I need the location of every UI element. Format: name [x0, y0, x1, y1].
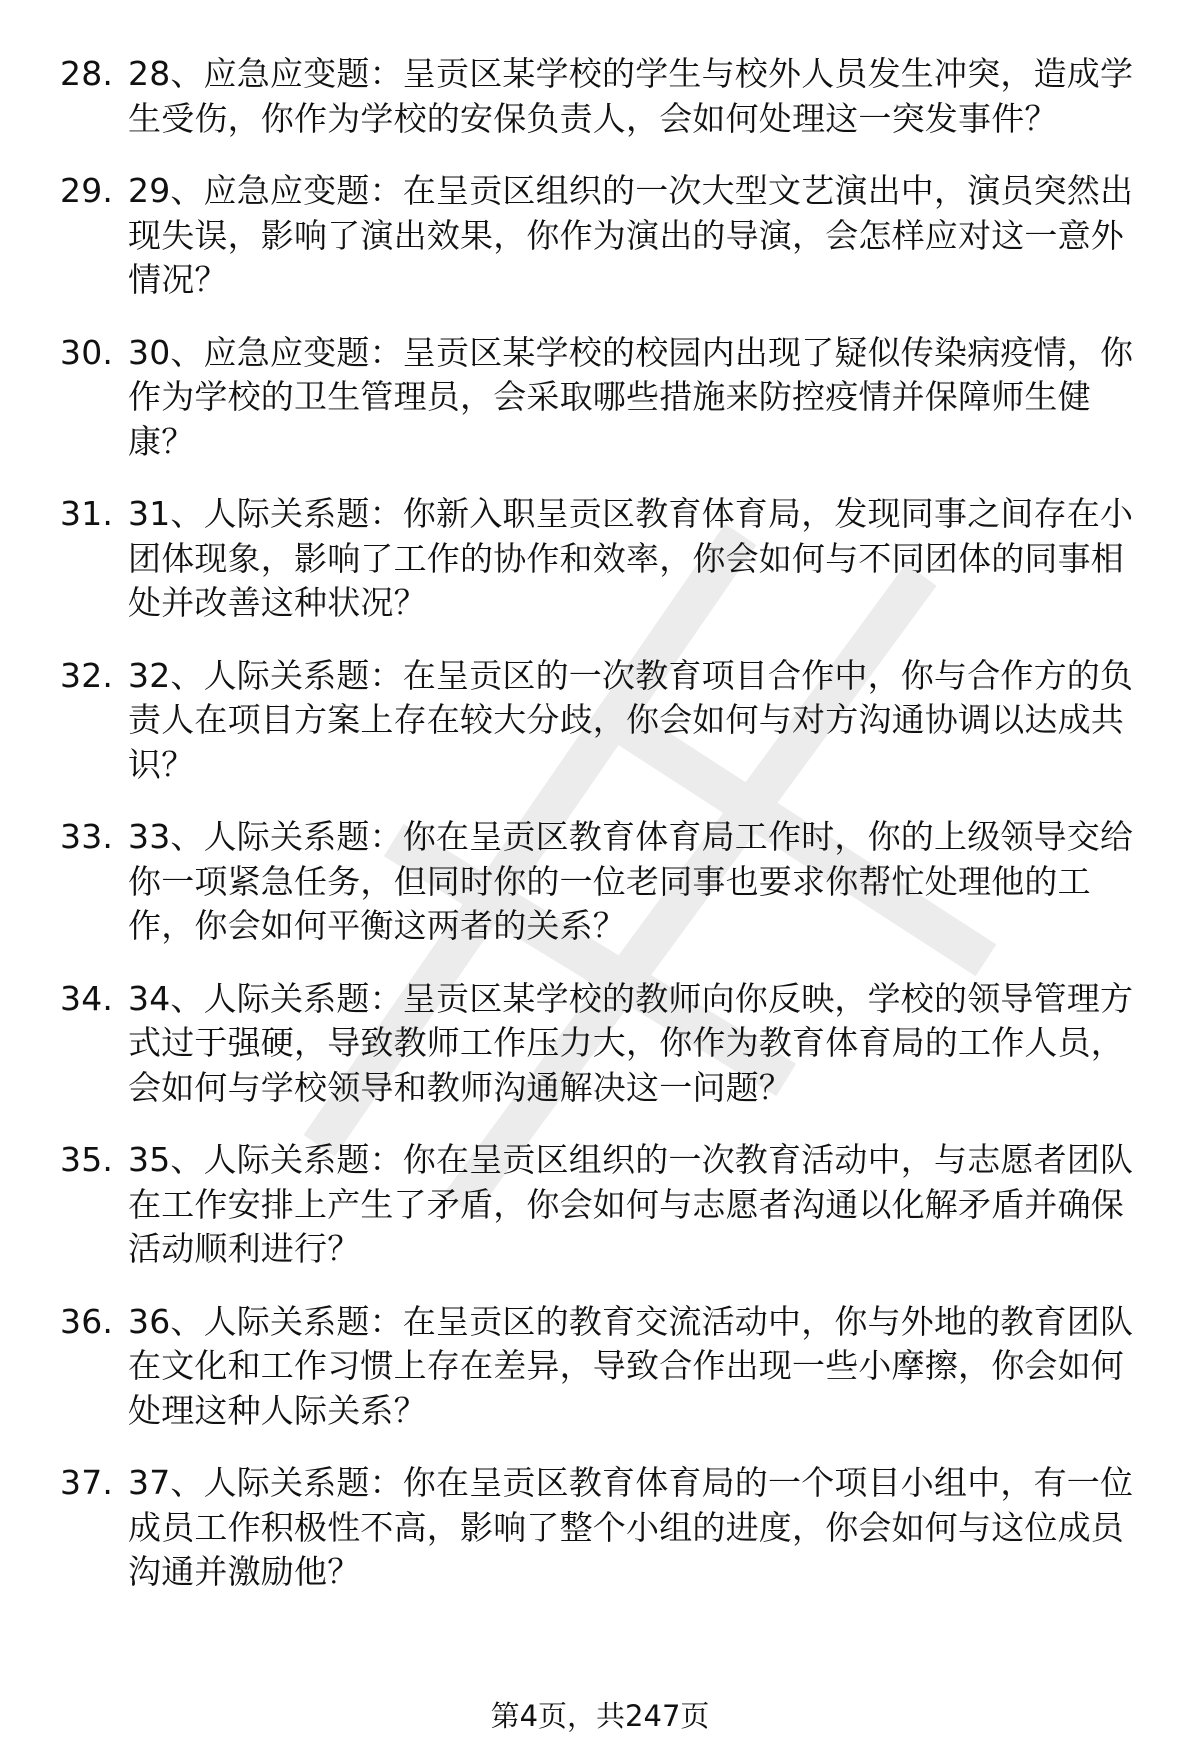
question-number: 30.: [60, 332, 114, 372]
question-text: 31、人际关系题：你新入职呈贡区教育体育局，发现同事之间存在小团体现象，影响了工作的协作和效率，你会如何与不同团体的同事相处并改善这种状况？: [128, 494, 1134, 622]
question-number: 32.: [60, 655, 114, 695]
question-number: 29.: [60, 171, 114, 210]
question-item: [60, 815, 1145, 949]
question-item: [60, 977, 1145, 1111]
page-footer: 第4页，共247页: [490, 1699, 710, 1733]
question-item: [60, 169, 1145, 303]
question-item: [60, 1300, 1145, 1434]
question-text: 36、人际关系题：在呈贡区的教育交流活动中，你与外地的教育团队在文化和工作习惯上存在差异，导致合作出现一些小摩擦，你会如何处理这种人际关系？: [128, 1301, 1134, 1430]
question-text: 34、人际关系题：呈贡区某学校的教师向你反映，学校的领导管理方式过于强硬，导致教师工作压力大，你作为教育体育局的工作人员，会如何与学校领导和教师沟通解决这一问题？: [128, 978, 1134, 1107]
question-item: [60, 1138, 1145, 1272]
question-number: 34.: [60, 978, 114, 1018]
question-text: 35、人际关系题：你在呈贡区组织的一次教育活动中，与志愿者团队在工作安排上产生了矛盾，你会如何与志愿者沟通以化解矛盾并确保活动顺利进行？: [128, 1140, 1134, 1268]
question-number: 33.: [60, 817, 114, 856]
question-text: 33、人际关系题：你在呈贡区教育体育局工作时，你的上级领导交给你一项紧急任务，但同时你的一位老同事也要求你帮忙处理他的工作，你会如何平衡这两者的关系？: [128, 817, 1134, 945]
question-list: [60, 52, 1145, 1623]
question-text: 29、应急应变题：在呈贡区组织的一次大型文艺演出中，演员突然出现失误，影响了演出效果，你作为演出的导演，会怎样应对这一意外情况？: [128, 171, 1134, 299]
question-number: 37.: [60, 1463, 114, 1502]
question-text: 32、人际关系题：在呈贡区的一次教育项目合作中，你与合作方的负责人在项目方案上存在较大分歧，你会如何与对方沟通协调以达成共识？: [128, 655, 1134, 784]
question-item: [60, 331, 1145, 465]
question-item: [60, 52, 1145, 141]
question-number: 28.: [60, 54, 114, 93]
question-number: 31.: [60, 494, 114, 533]
question-text: 37、人际关系题：你在呈贡区教育体育局的一个项目小组中，有一位成员工作积极性不高，影响了整个小组的进度，你会如何与这位成员沟通并激励他？: [128, 1463, 1134, 1591]
question-item: [60, 654, 1145, 788]
question-item: [60, 492, 1145, 626]
question-text: 30、应急应变题：呈贡区某学校的校园内出现了疑似传染病疫情，你作为学校的卫生管理员，会采取哪些措施来防控疫情并保障师生健康？: [128, 332, 1134, 461]
question-number: 35.: [60, 1140, 114, 1179]
question-text: 28、应急应变题：呈贡区某学校的学生与校外人员发生冲突，造成学生受伤，你作为学校的安保负责人，会如何处理这一突发事件？: [128, 54, 1134, 138]
question-item: [60, 1461, 1145, 1595]
question-number: 36.: [60, 1301, 114, 1341]
